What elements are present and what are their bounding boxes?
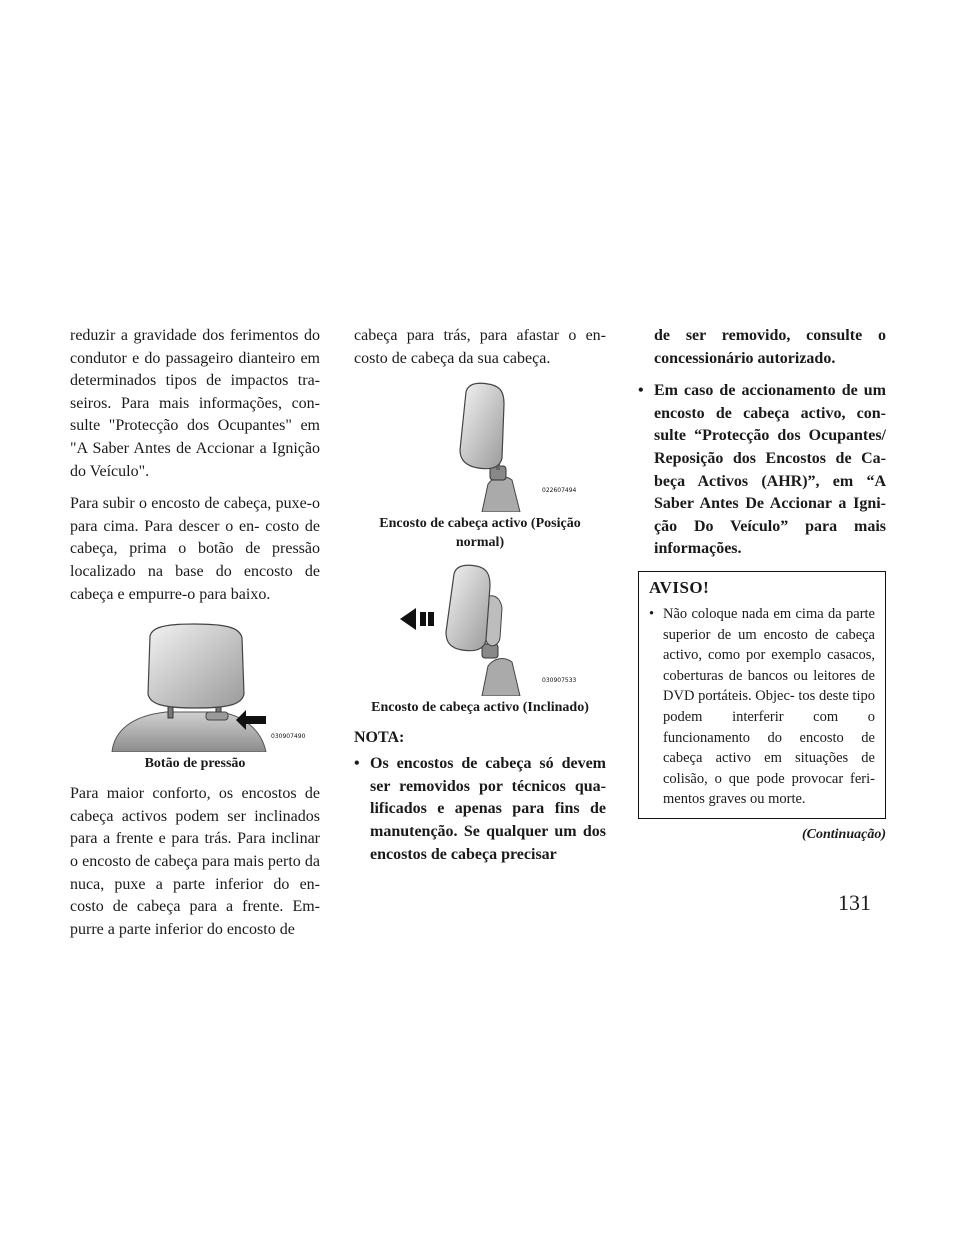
continued-label: (Continuação) <box>801 826 886 842</box>
paragraph-intro: reduzir a gravidade dos ferimentos do condutor e do passageiro dianteiro em determinados tipos de impactos tra- seiros. Para mais informações, con- sulte "Protecção dos Ocupantes" em "A Saber Antes de Accionar a Ignição do Veículo". <box>70 327 320 480</box>
figure-push-button <box>70 620 320 773</box>
warning-title: AVISO! <box>649 577 710 597</box>
paragraph-tilt: Para maior conforto, os encostos de cabeça activos podem ser inclinados para a frente e para trás. Para inclinar o encosto de cabeça para mais perto da nuca, puxe a parte inferior do en- costo de cabeça para a frente. Em- purre a parte inferior do encosto de <box>70 785 320 938</box>
warning-item <box>649 604 875 810</box>
figure-caption: Encosto de cabeça activo (Posição normal) <box>379 516 581 551</box>
figure-caption: Botão de pressão <box>144 756 246 772</box>
figure-code: 030907533 <box>542 677 577 685</box>
bullet-marker: • <box>354 755 360 773</box>
bullet-continuation: de ser removido, consulte o concessionário autorizado. <box>654 327 886 367</box>
headrest-tilted-illustration <box>354 562 606 696</box>
figure-code: 022607494 <box>542 487 577 495</box>
paragraph-raise-lower: Para subir o encosto de cabeça, puxe-o para cima. Para descer o en- costo de cabeça, prima o botão de pressão localizado na base do encosto de cabeça e empurre-o para baixo. <box>70 495 320 603</box>
note-heading: NOTA: <box>354 729 405 747</box>
bullet-marker: • <box>638 382 644 400</box>
figure-caption: Encosto de cabeça activo (Inclinado) <box>371 700 589 716</box>
column-right <box>638 325 886 843</box>
note-bullet-list-cont <box>638 380 886 561</box>
headrest-push-button-illustration <box>70 620 320 752</box>
note-bullet <box>638 380 886 561</box>
figure-headrest-normal <box>354 380 606 552</box>
headrest-normal-illustration <box>354 380 606 512</box>
bullet-text: Os encostos de cabeça só devem ser removidos por técnicos qua- lificados e apenas para fins de manutenção. Se qualquer um dos encostos de cabeça precisar <box>370 755 606 863</box>
column-middle <box>354 325 606 876</box>
figure-headrest-tilted <box>354 562 606 717</box>
paragraph-tilt-cont: cabeça para trás, para afastar o en- costo de cabeça da sua cabeça. <box>354 327 606 367</box>
warning-box <box>638 571 886 819</box>
page-number: 131 <box>838 890 871 915</box>
bullet-text: Em caso de accionamento de um encosto de cabeça activo, con- sulte “Protecção dos Ocupantes/ Reposição dos Encostos de Ca- beça Activos (AHR)”, em “A Saber Antes De Accionar a Igni- ção Do Veículo” para mais informações. <box>654 382 886 558</box>
bullet-marker: • <box>649 605 655 622</box>
note-bullet-list <box>354 753 606 866</box>
column-left <box>70 325 320 951</box>
note-bullet <box>354 753 606 866</box>
figure-code: 030907490 <box>271 733 306 741</box>
warning-text: Não coloque nada em cima da parte superior de um encosto de cabeça activo, como por exemplo casacos, coberturas de bancos ou leitores de DVD portáteis. Objec- tos deste tipo podem interferir com o funcionamento do encosto de cabeça activo em situações de colisão, o que pode provocar feri- mentos graves ou morte. <box>663 605 875 808</box>
